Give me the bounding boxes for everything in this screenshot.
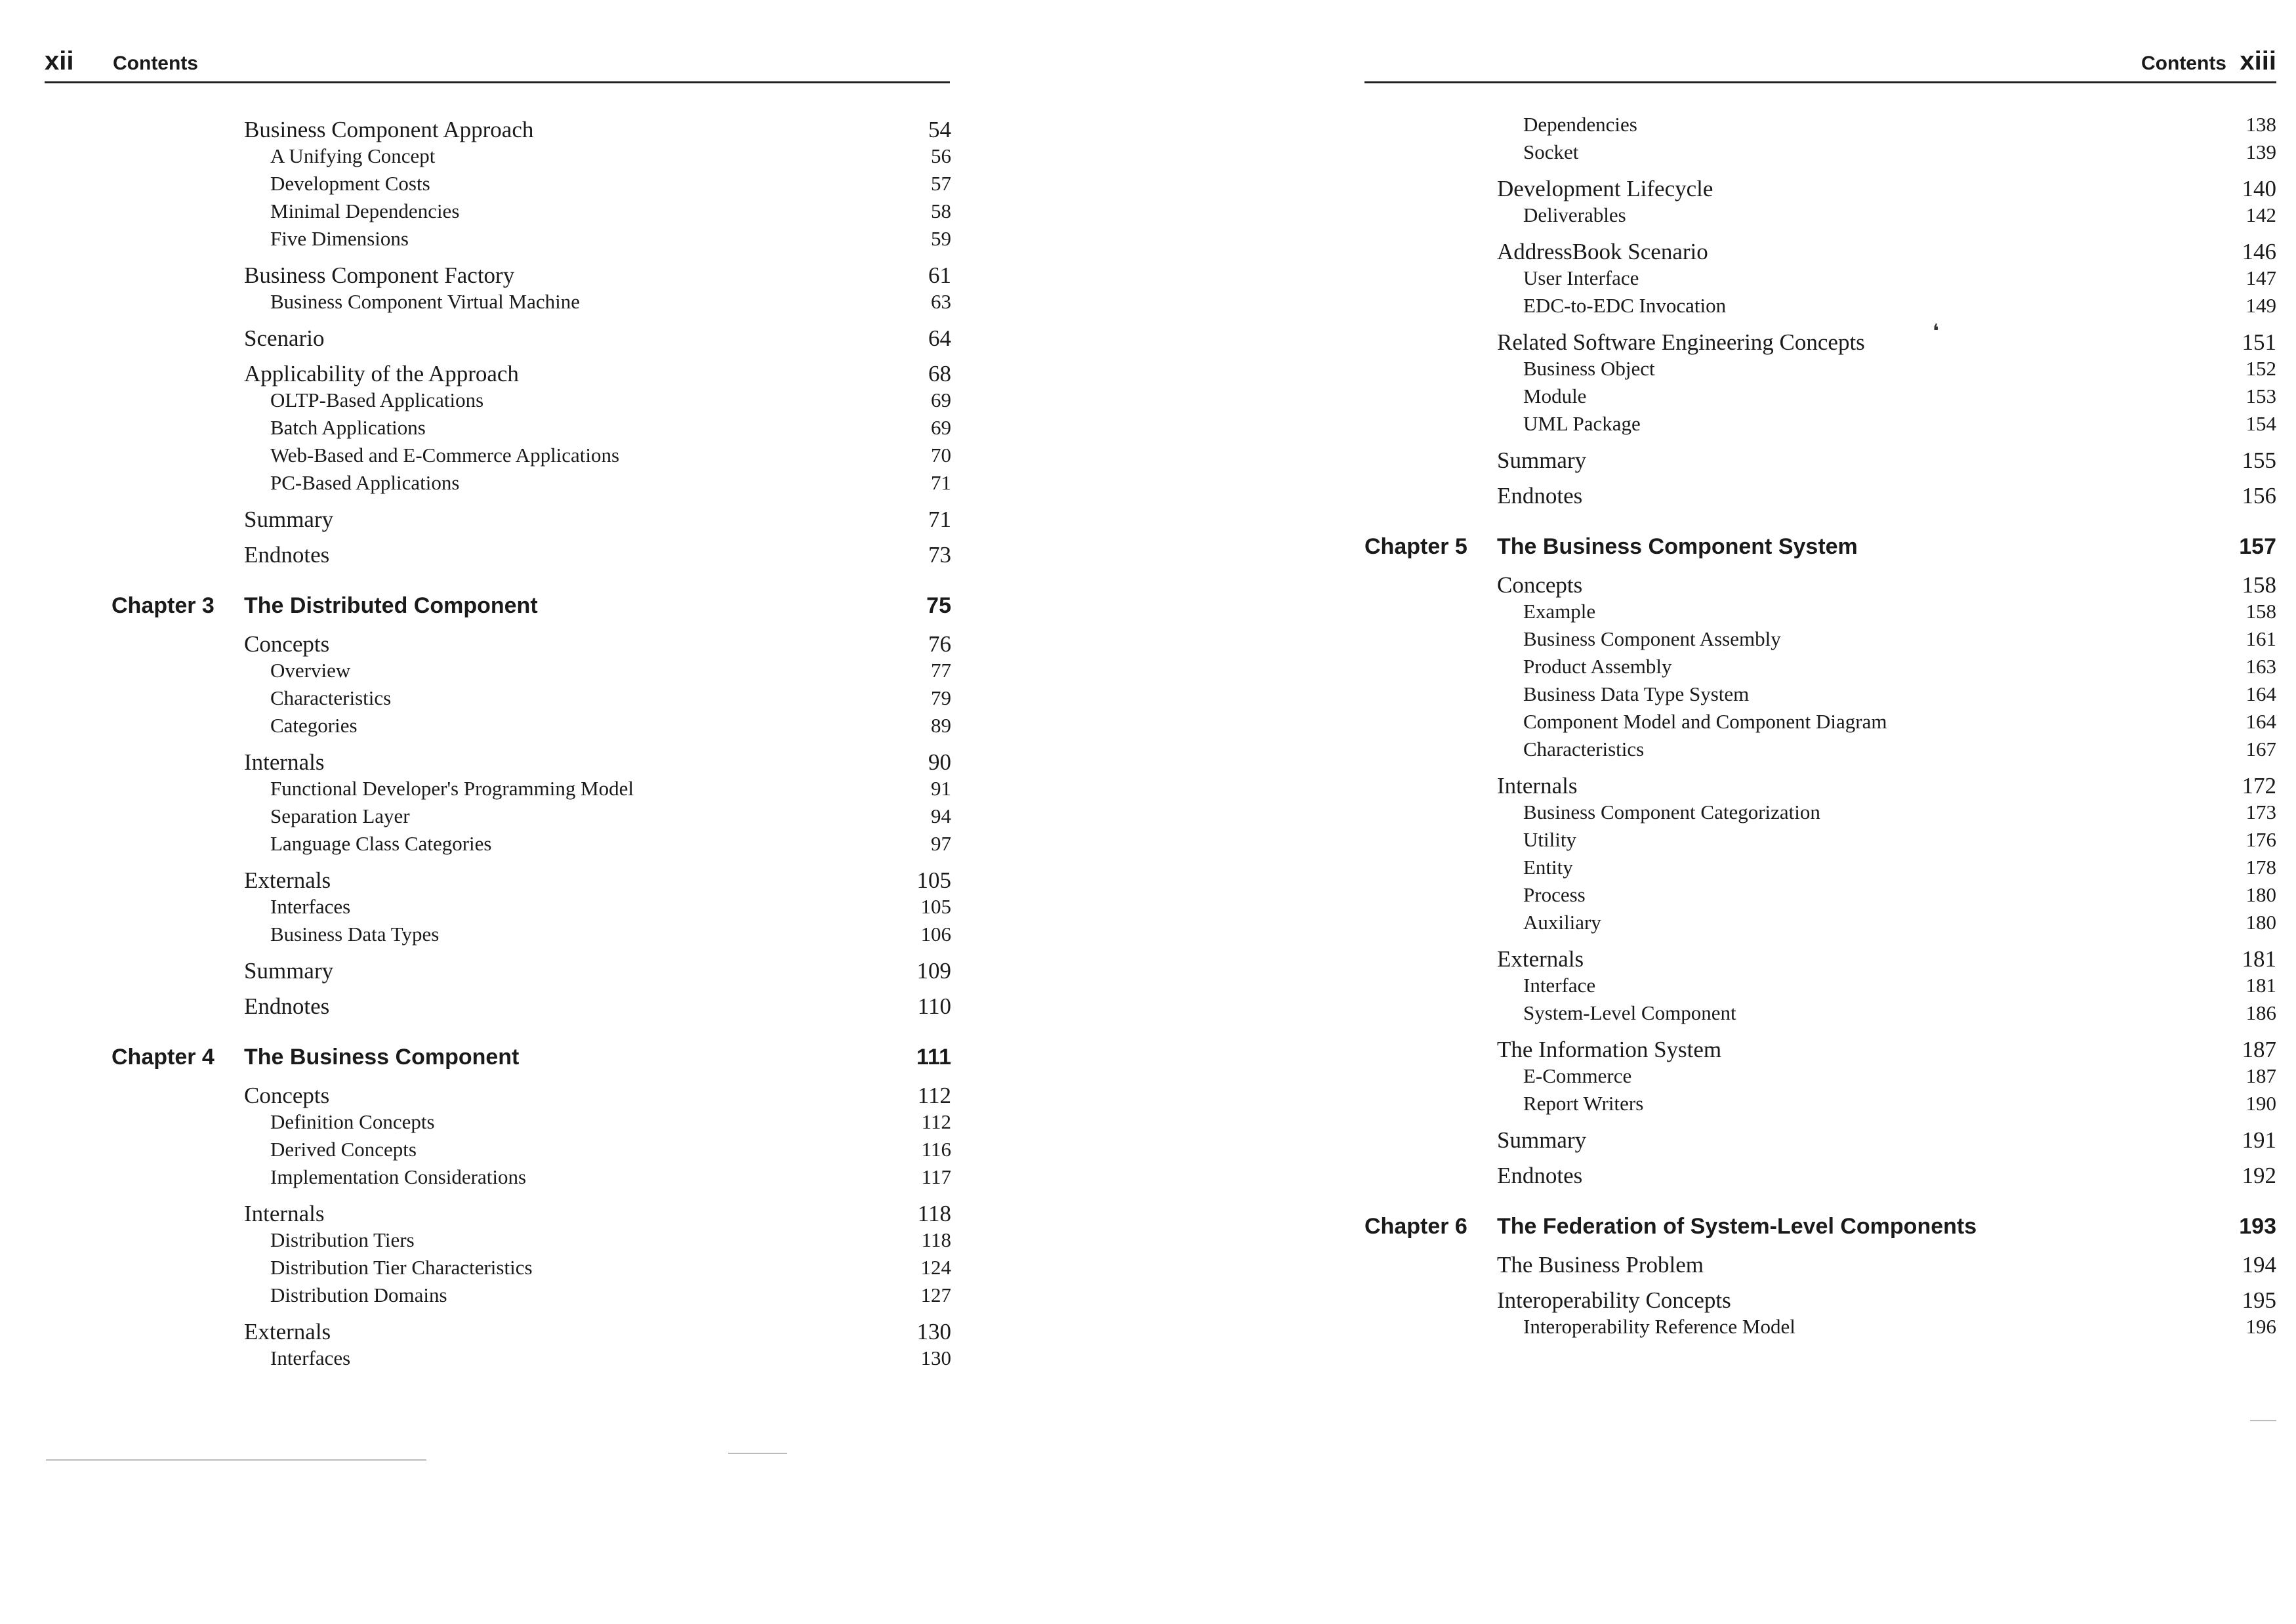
entry-page-number: 196 <box>2245 1315 2276 1338</box>
entry-page-number: 68 <box>928 361 951 386</box>
entry-title: The Federation of System-Level Components <box>1497 1214 1977 1239</box>
entry-page-number: 118 <box>921 1228 951 1251</box>
toc-entry-deliverables[interactable] <box>1364 203 2276 231</box>
entry-title: Summary <box>1497 448 1587 473</box>
entry-title: Business Object <box>1523 357 1655 380</box>
entry-page-number: 59 <box>931 227 951 250</box>
entry-title: Business Data Type System <box>1523 682 1750 705</box>
entry-title: Externals <box>1497 946 1584 972</box>
entry-title: Business Component Assembly <box>1523 627 1781 650</box>
entry-page-number: 176 <box>2245 828 2276 851</box>
toc-entry-derived-concepts[interactable] <box>112 1138 951 1165</box>
entry-title: Interfaces <box>270 895 351 918</box>
entry-page-number: 164 <box>2245 710 2276 733</box>
entry-page-number: 190 <box>2245 1092 2276 1115</box>
toc-entry-dependencies[interactable] <box>1364 113 2276 140</box>
toc-entry-interfaces[interactable] <box>112 1346 951 1374</box>
entry-page-number: 164 <box>2245 682 2276 705</box>
entry-page-number: 156 <box>2242 483 2276 509</box>
entry-page-number: 75 <box>926 593 951 618</box>
entry-page-number: 139 <box>2245 140 2276 163</box>
toc-entry-endnotes[interactable] <box>1364 1163 2276 1190</box>
toc-entry-internals[interactable] <box>112 749 951 777</box>
entry-page-number: 157 <box>2239 534 2276 559</box>
entry-title: Summary <box>244 507 334 532</box>
entry-title: Endnotes <box>244 993 330 1019</box>
entry-page-number: 91 <box>931 777 951 800</box>
toc-entry-definition-concepts[interactable] <box>112 1110 951 1138</box>
entry-title: Endnotes <box>1497 483 1583 509</box>
entry-page-number: 109 <box>916 958 951 984</box>
scan-mark: ❛ <box>1933 321 1939 343</box>
toc-entry-the-business-problem[interactable] <box>1364 1252 2276 1280</box>
entry-page-number: 192 <box>2242 1163 2276 1188</box>
chapter-label: Chapter 6 <box>1364 1214 1467 1239</box>
toc-entry-component-model-and-component-diagram[interactable] <box>1364 710 2276 738</box>
entry-page-number: 54 <box>928 117 951 142</box>
entry-title: Language Class Categories <box>270 832 492 855</box>
entry-page-number: 89 <box>931 714 951 737</box>
entry-page-number: 130 <box>920 1346 951 1369</box>
toc-entry-applicability-of-the-approach[interactable] <box>112 361 951 388</box>
entry-title: Business Data Types <box>270 923 440 946</box>
toc-entry-endnotes[interactable] <box>1364 483 2276 510</box>
entry-title: Derived Concepts <box>270 1138 417 1161</box>
toc-entry-distribution-tier-characteristics[interactable] <box>112 1256 951 1283</box>
entry-page-number: 127 <box>920 1283 951 1306</box>
entry-page-number: 69 <box>931 388 951 411</box>
entry-title: Endnotes <box>1497 1163 1583 1188</box>
toc-entry-report-writers[interactable] <box>1364 1092 2276 1119</box>
entry-page-number: 110 <box>917 993 951 1019</box>
entry-page-number: 90 <box>928 749 951 775</box>
toc-entry-batch-applications[interactable] <box>112 416 951 444</box>
entry-title: EDC-to-EDC Invocation <box>1523 294 1727 317</box>
entry-title: Applicability of the Approach <box>244 361 519 386</box>
entry-page-number: 70 <box>931 444 951 467</box>
entry-page-number: 172 <box>2242 773 2276 799</box>
entry-title: Overview <box>270 659 351 682</box>
entry-page-number: 94 <box>931 804 951 827</box>
entry-page-number: 180 <box>2245 911 2276 934</box>
toc-entry-addressbook-scenario[interactable] <box>1364 239 2276 266</box>
entry-page-number: 142 <box>2245 203 2276 226</box>
entry-title: A Unifying Concept <box>270 144 436 167</box>
toc-entry-interoperability-concepts[interactable] <box>1364 1287 2276 1315</box>
entry-page-number: 105 <box>916 867 951 893</box>
entry-title: System-Level Component <box>1523 1001 1736 1024</box>
entry-title: The Information System <box>1497 1037 1722 1062</box>
toc-entry-implementation-considerations[interactable] <box>112 1165 951 1193</box>
entry-page-number: 57 <box>931 172 951 195</box>
entry-page-number: 147 <box>2245 266 2276 289</box>
entry-page-number: 158 <box>2242 572 2276 598</box>
toc-entry-entity[interactable] <box>1364 856 2276 883</box>
toc-entry-interoperability-reference-model[interactable] <box>1364 1315 2276 1343</box>
toc-entry-five-dimensions[interactable] <box>112 227 951 255</box>
entry-page-number: 187 <box>2245 1064 2276 1087</box>
toc-entry-externals[interactable] <box>1364 946 2276 974</box>
toc-chapter-chapter-6[interactable] <box>1364 1214 2276 1244</box>
toc-entry-process[interactable] <box>1364 883 2276 911</box>
toc-entry-oltp-based-applications[interactable] <box>112 388 951 416</box>
running-head <box>45 42 950 83</box>
toc-entry-minimal-dependencies[interactable] <box>112 199 951 227</box>
entry-title: Interface <box>1523 974 1596 997</box>
toc-entry-concepts[interactable] <box>1364 572 2276 600</box>
entry-page-number: 63 <box>931 290 951 313</box>
entry-title: Socket <box>1523 140 1579 163</box>
entry-page-number: 124 <box>920 1256 951 1279</box>
entry-title: Minimal Dependencies <box>270 199 460 222</box>
entry-title: AddressBook Scenario <box>1497 239 1708 264</box>
running-head <box>1364 42 2276 83</box>
entry-title: Internals <box>244 1201 325 1226</box>
entry-page-number: 117 <box>921 1165 951 1188</box>
toc-entry-development-lifecycle[interactable] <box>1364 176 2276 203</box>
entry-title: Summary <box>1497 1127 1587 1153</box>
entry-title: Concepts <box>244 1083 330 1108</box>
entry-page-number: 79 <box>931 686 951 709</box>
toc-entry-business-data-type-system[interactable] <box>1364 682 2276 710</box>
toc-entry-separation-layer[interactable] <box>112 804 951 832</box>
entry-title: OLTP-Based Applications <box>270 388 484 411</box>
entry-title: Example <box>1523 600 1596 623</box>
entry-title: Implementation Considerations <box>270 1165 527 1188</box>
toc-entry-system-level-component[interactable] <box>1364 1001 2276 1029</box>
toc-entry-business-component-categorization[interactable] <box>1364 801 2276 828</box>
toc-entry-uml-package[interactable] <box>1364 412 2276 440</box>
entry-page-number: 112 <box>917 1083 951 1108</box>
toc-entry-overview[interactable] <box>112 659 951 686</box>
toc-entry-development-costs[interactable] <box>112 172 951 199</box>
chapter-label: Chapter 5 <box>1364 534 1467 559</box>
toc-entry-product-assembly[interactable] <box>1364 655 2276 682</box>
toc-entry-related-software-engineering-concepts[interactable] <box>1364 329 2276 357</box>
entry-page-number: 163 <box>2245 655 2276 678</box>
entry-title: Business Component Categorization <box>1523 801 1820 823</box>
entry-title: Concepts <box>244 631 330 657</box>
toc-entry-auxiliary[interactable] <box>1364 911 2276 938</box>
entry-title: Summary <box>244 958 334 984</box>
entry-title: Scenario <box>244 325 325 351</box>
entry-page-number: 154 <box>2245 412 2276 435</box>
entry-title: Related Software Engineering Concepts <box>1497 329 1865 355</box>
entry-page-number: 58 <box>931 199 951 222</box>
chapter-label: Chapter 3 <box>112 593 215 618</box>
entry-title: User Interface <box>1523 266 1639 289</box>
entry-page-number: 186 <box>2245 1001 2276 1024</box>
entry-page-number: 180 <box>2245 883 2276 906</box>
entry-page-number: 161 <box>2245 627 2276 650</box>
entry-title: Business Component Approach <box>244 117 534 142</box>
entry-page-number: 149 <box>2245 294 2276 317</box>
entry-page-number: 105 <box>920 895 951 918</box>
toc-entry-summary[interactable] <box>1364 1127 2276 1155</box>
entry-title: Entity <box>1523 856 1573 879</box>
toc-entry-concepts[interactable] <box>112 1083 951 1110</box>
entry-page-number: 138 <box>2245 113 2276 136</box>
entry-title: Distribution Domains <box>270 1283 447 1306</box>
entry-title: Distribution Tier Characteristics <box>270 1256 533 1279</box>
running-head-label: Contents <box>113 52 198 74</box>
entry-page-number: 61 <box>928 262 951 288</box>
toc-entry-module[interactable] <box>1364 385 2276 412</box>
toc-list <box>1364 113 2276 1343</box>
entry-title: The Business Component System <box>1497 534 1858 559</box>
page-folio: xii <box>45 47 74 75</box>
entry-page-number: 195 <box>2242 1287 2276 1313</box>
entry-page-number: 167 <box>2245 738 2276 760</box>
entry-title: Internals <box>1497 773 1578 799</box>
toc-entry-concepts[interactable] <box>112 631 951 659</box>
toc-entry-business-object[interactable] <box>1364 357 2276 385</box>
entry-title: Development Costs <box>270 172 430 195</box>
toc-entry-internals[interactable] <box>1364 773 2276 801</box>
page-folio: xiii <box>2240 47 2276 75</box>
entry-title: Characteristics <box>1523 738 1645 760</box>
toc-entry-language-class-categories[interactable] <box>112 832 951 860</box>
entry-page-number: 194 <box>2242 1252 2276 1278</box>
entry-page-number: 112 <box>921 1110 951 1133</box>
entry-page-number: 151 <box>2242 329 2276 355</box>
toc-entry-scenario[interactable] <box>112 325 951 353</box>
chapter-label: Chapter 4 <box>112 1045 215 1070</box>
toc-chapter-chapter-4[interactable] <box>112 1045 951 1075</box>
entry-page-number: 116 <box>921 1138 951 1161</box>
toc-chapter-chapter-5[interactable] <box>1364 534 2276 564</box>
entry-title: Web-Based and E-Commerce Applications <box>270 444 620 467</box>
scan-smudge <box>728 1453 787 1454</box>
entry-page-number: 97 <box>931 832 951 855</box>
entry-title: Deliverables <box>1523 203 1626 226</box>
entry-title: Functional Developer's Programming Model <box>270 777 634 800</box>
toc-entry-characteristics[interactable] <box>1364 738 2276 765</box>
toc-entry-example[interactable] <box>1364 600 2276 627</box>
toc-entry-distribution-tiers[interactable] <box>112 1228 951 1256</box>
toc-entry-user-interface[interactable] <box>1364 266 2276 294</box>
entry-title: Concepts <box>1497 572 1583 598</box>
entry-page-number: 181 <box>2242 946 2276 972</box>
toc-entry-externals[interactable] <box>112 1319 951 1346</box>
entry-title: Product Assembly <box>1523 655 1672 678</box>
toc-entry-externals[interactable] <box>112 867 951 895</box>
entry-page-number: 111 <box>916 1045 951 1070</box>
entry-title: Distribution Tiers <box>270 1228 415 1251</box>
toc-entry-e-commerce[interactable] <box>1364 1064 2276 1092</box>
entry-page-number: 178 <box>2245 856 2276 879</box>
toc-entry-utility[interactable] <box>1364 828 2276 856</box>
entry-title: The Distributed Component <box>244 593 538 618</box>
toc-entry-summary[interactable] <box>112 958 951 986</box>
entry-title: Separation Layer <box>270 804 410 827</box>
toc-entry-summary[interactable] <box>112 507 951 534</box>
entry-title: Report Writers <box>1523 1092 1644 1115</box>
toc-entry-a-unifying-concept[interactable] <box>112 144 951 172</box>
toc-entry-business-component-approach[interactable] <box>112 117 951 144</box>
entry-page-number: 69 <box>931 416 951 439</box>
running-head-label: Contents <box>2141 52 2226 74</box>
toc-entry-the-information-system[interactable] <box>1364 1037 2276 1064</box>
entry-page-number: 77 <box>931 659 951 682</box>
entry-page-number: 56 <box>931 144 951 167</box>
entry-title: Endnotes <box>244 542 330 568</box>
toc-entry-business-data-types[interactable] <box>112 923 951 950</box>
toc-entry-pc-based-applications[interactable] <box>112 471 951 499</box>
toc-list <box>112 117 951 1374</box>
entry-title: PC-Based Applications <box>270 471 460 494</box>
entry-title: Dependencies <box>1523 113 1637 136</box>
entry-title: Externals <box>244 867 331 893</box>
toc-entry-summary[interactable] <box>1364 448 2276 475</box>
entry-title: Process <box>1523 883 1586 906</box>
toc-entry-web-based-and-e-commerce-applications[interactable] <box>112 444 951 471</box>
entry-title: Component Model and Component Diagram <box>1523 710 1887 733</box>
entry-page-number: 173 <box>2245 801 2276 823</box>
entry-title: Interfaces <box>270 1346 351 1369</box>
toc-entry-business-component-assembly[interactable] <box>1364 627 2276 655</box>
toc-entry-endnotes[interactable] <box>112 993 951 1021</box>
entry-page-number: 158 <box>2245 600 2276 623</box>
entry-page-number: 71 <box>928 507 951 532</box>
entry-page-number: 152 <box>2245 357 2276 380</box>
entry-title: Characteristics <box>270 686 392 709</box>
entry-page-number: 71 <box>931 471 951 494</box>
entry-title: Business Component Virtual Machine <box>270 290 580 313</box>
entry-title: Five Dimensions <box>270 227 409 250</box>
entry-page-number: 64 <box>928 325 951 351</box>
entry-page-number: 73 <box>928 542 951 568</box>
entry-title: Internals <box>244 749 325 775</box>
toc-entry-characteristics[interactable] <box>112 686 951 714</box>
entry-page-number: 187 <box>2242 1037 2276 1062</box>
entry-title: The Business Problem <box>1497 1252 1704 1278</box>
entry-title: Externals <box>244 1319 331 1344</box>
entry-page-number: 155 <box>2242 448 2276 473</box>
toc-entry-internals[interactable] <box>112 1201 951 1228</box>
entry-title: Batch Applications <box>270 416 426 439</box>
entry-title: Auxiliary <box>1523 911 1601 934</box>
entry-title: Development Lifecycle <box>1497 176 1713 201</box>
entry-title: Module <box>1523 385 1587 407</box>
toc-entry-business-component-virtual-machine[interactable] <box>112 290 951 318</box>
entry-page-number: 76 <box>928 631 951 657</box>
entry-title: Business Component Factory <box>244 262 515 288</box>
entry-title: E-Commerce <box>1523 1064 1632 1087</box>
entry-page-number: 130 <box>916 1319 951 1344</box>
toc-entry-interfaces[interactable] <box>112 895 951 923</box>
toc-entry-interface[interactable] <box>1364 974 2276 1001</box>
entry-page-number: 193 <box>2239 1214 2276 1239</box>
toc-entry-distribution-domains[interactable] <box>112 1283 951 1311</box>
toc-entry-socket[interactable] <box>1364 140 2276 168</box>
entry-page-number: 146 <box>2242 239 2276 264</box>
toc-chapter-chapter-3[interactable] <box>112 593 951 623</box>
toc-entry-business-component-factory[interactable] <box>112 262 951 290</box>
scan-smudge <box>2250 1420 2276 1421</box>
toc-entry-edc-to-edc-invocation[interactable] <box>1364 294 2276 322</box>
right-page <box>1148 0 2296 1624</box>
entry-page-number: 106 <box>920 923 951 946</box>
toc-entry-categories[interactable] <box>112 714 951 741</box>
entry-title: Utility <box>1523 828 1576 851</box>
scan-smudge <box>46 1459 426 1461</box>
entry-page-number: 153 <box>2245 385 2276 407</box>
entry-page-number: 191 <box>2242 1127 2276 1153</box>
entry-title: UML Package <box>1523 412 1641 435</box>
entry-title: Categories <box>270 714 358 737</box>
entry-page-number: 181 <box>2245 974 2276 997</box>
entry-title: Interoperability Concepts <box>1497 1287 1731 1313</box>
toc-entry-functional-developer-s-programming-model[interactable] <box>112 777 951 804</box>
entry-page-number: 140 <box>2242 176 2276 201</box>
entry-title: Definition Concepts <box>270 1110 435 1133</box>
entry-title: The Business Component <box>244 1045 520 1070</box>
entry-page-number: 118 <box>917 1201 951 1226</box>
toc-entry-endnotes[interactable] <box>112 542 951 570</box>
entry-title: Interoperability Reference Model <box>1523 1315 1795 1338</box>
